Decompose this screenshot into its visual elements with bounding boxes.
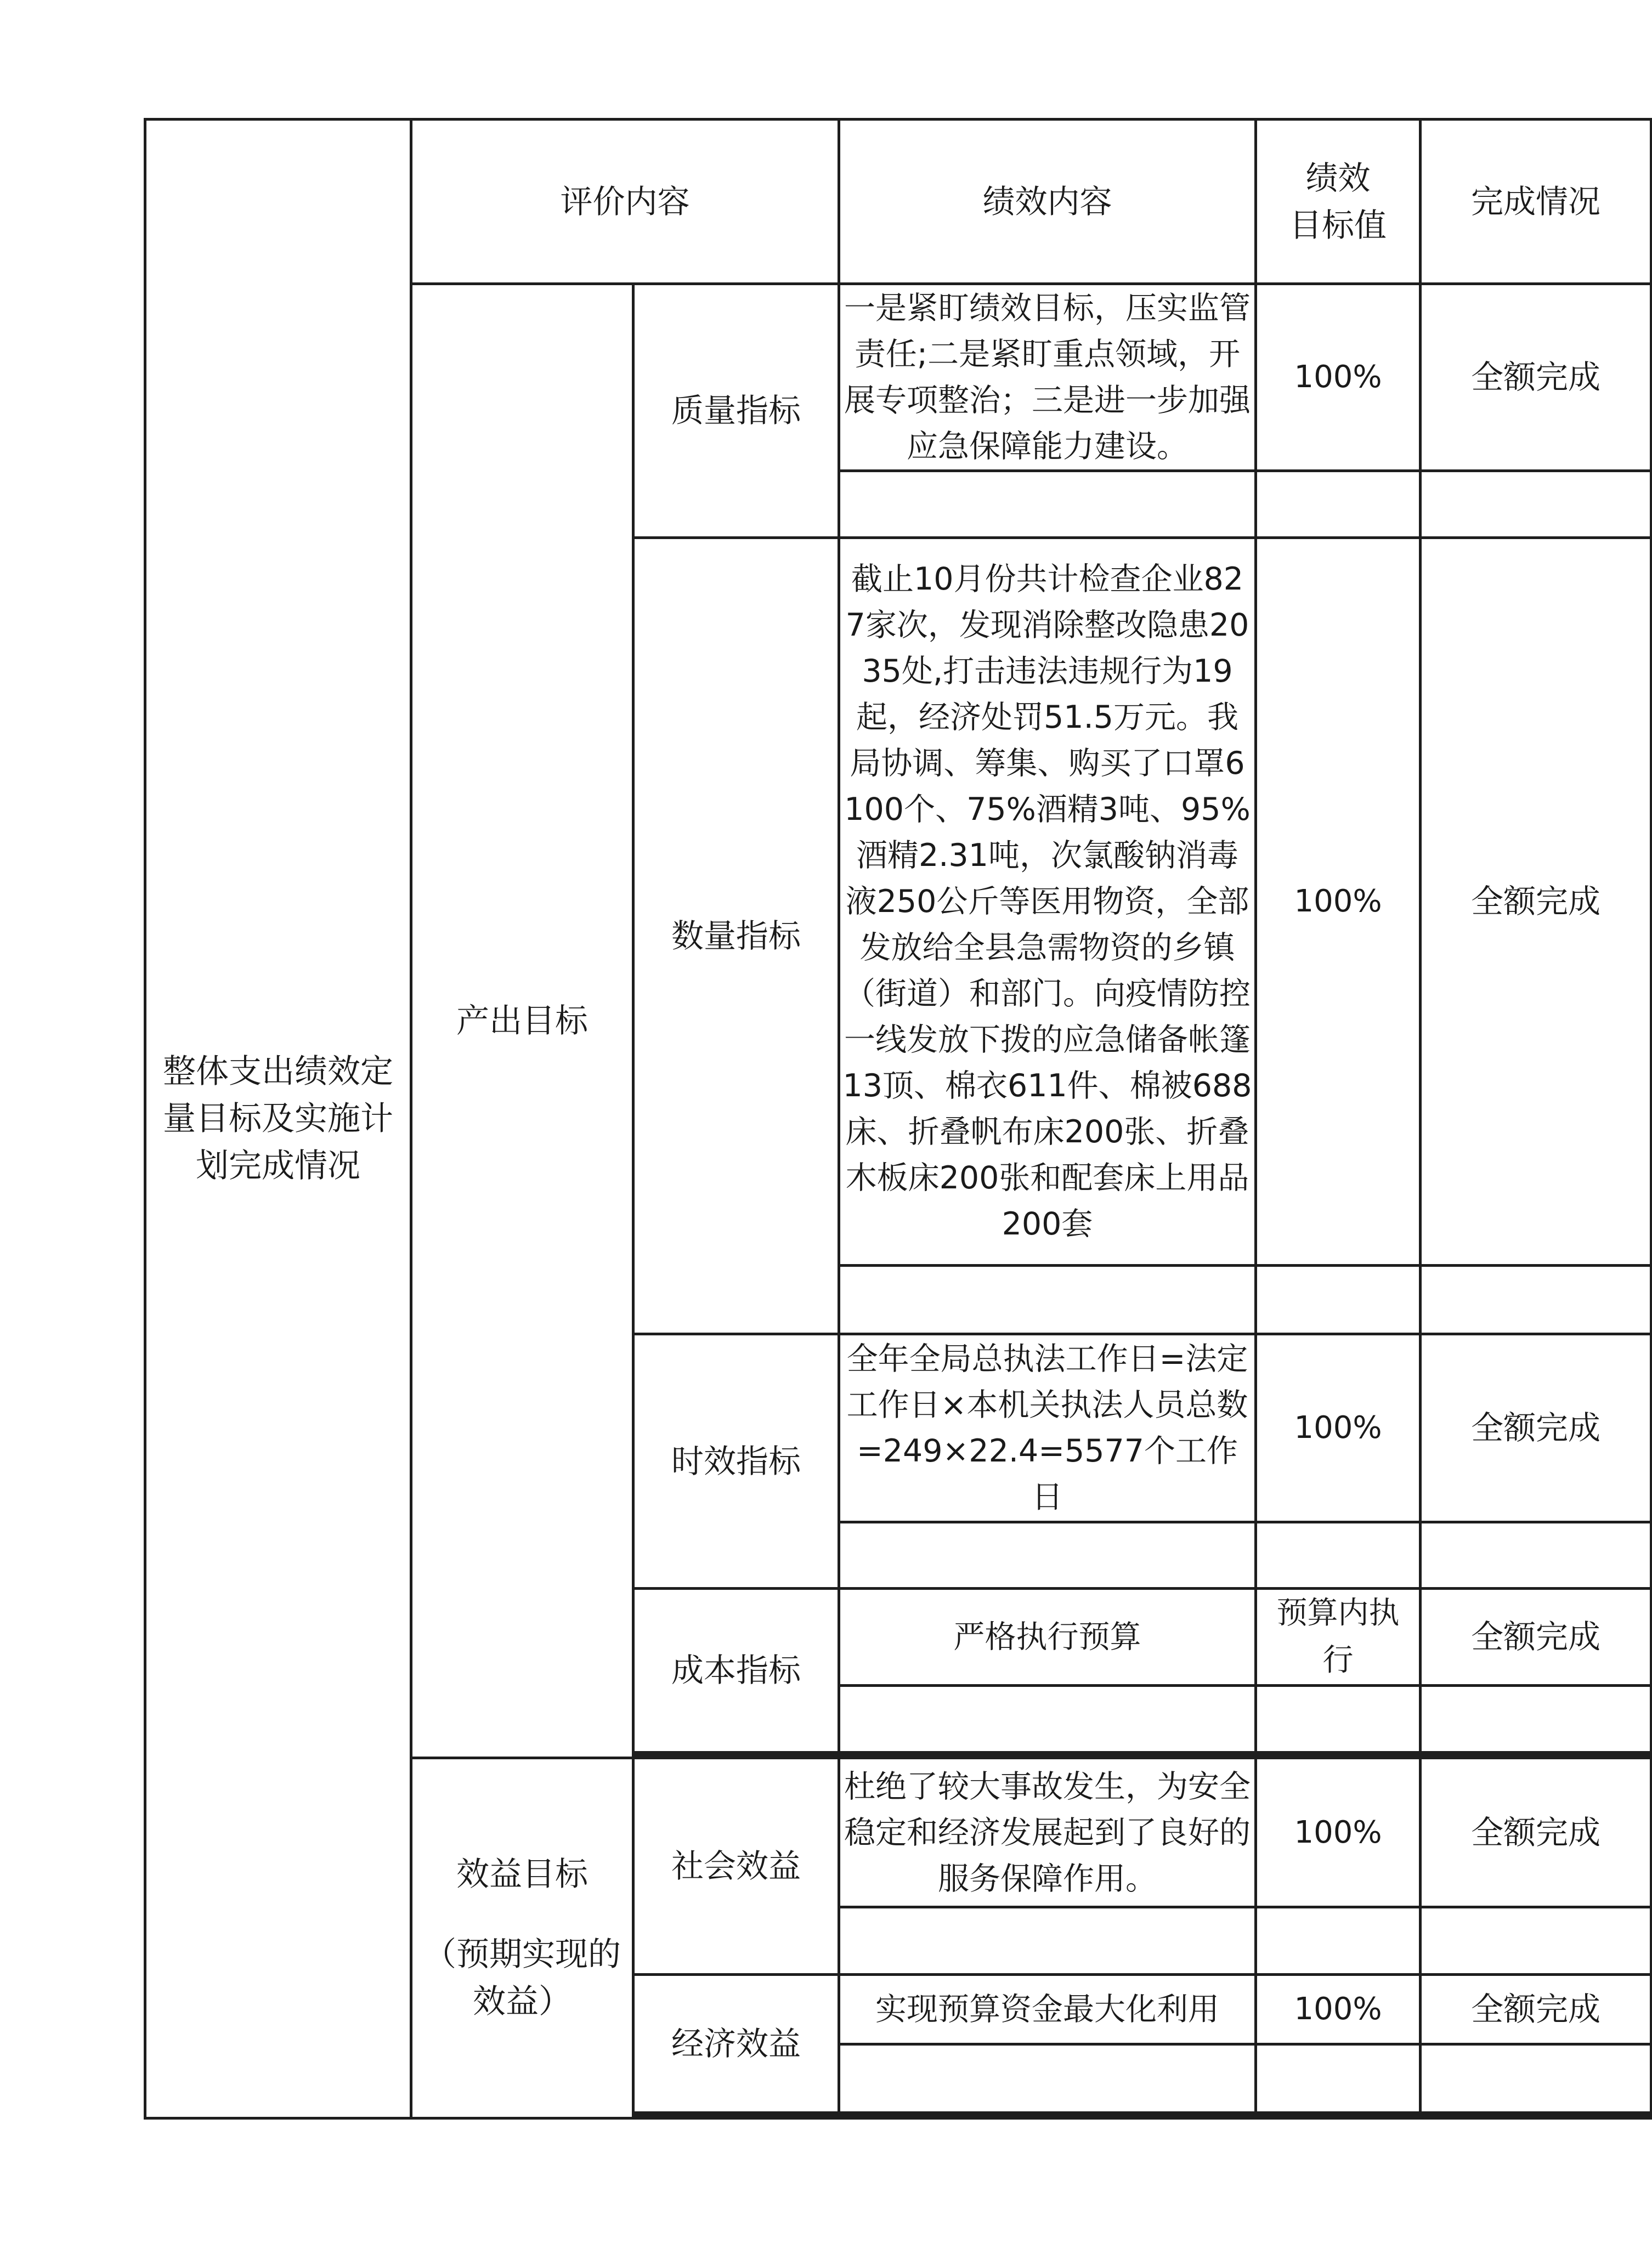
target-quantity: 100% <box>1256 538 1421 1266</box>
content-quantity: 截止10月份共计检查企业827家次，发现消除整改隐患2035处,打击违法违规行为19起，经济处罚51.5万元。我局协调、筹集、购买了口罩6100个、75%酒精3吨、95%酒精2.31吨，次氯酸钠消毒液250公斤等医用物资，全部发放给全县急需物资的乡镇（街道）和部门。向疫情防控一线发放下拨的应急储备帐篷13顶、棉衣611件、棉被688床、折叠帆布床200张、折叠木板床200张和配套床上用品200套 <box>839 538 1256 1266</box>
completion-quality: 全额完成 <box>1421 284 1651 471</box>
target-quality: 100% <box>1256 284 1421 471</box>
indicator-timeliness: 时效指标 <box>633 1334 839 1589</box>
empty-cell <box>1421 1522 1651 1589</box>
target-social: 100% <box>1256 1758 1421 1907</box>
empty-cell <box>839 1907 1256 1975</box>
content-economic: 实现预算资金最大化利用 <box>839 1975 1256 2044</box>
output-goal-label: 产出目标 <box>411 284 633 1758</box>
header-completion: 完成情况 <box>1421 120 1651 284</box>
indicator-quality: 质量指标 <box>633 284 839 538</box>
target-economic: 100% <box>1256 1975 1421 2044</box>
header-target <box>1256 120 1421 284</box>
empty-cell <box>1421 471 1651 538</box>
completion-quantity: 全额完成 <box>1421 538 1651 1266</box>
content-social: 杜绝了较大事故发生，为安全稳定和经济发展起到了良好的服务保障作用。 <box>839 1758 1256 1907</box>
section-label: 整体支出绩效定量目标及实施计划完成情况 <box>145 120 411 2118</box>
empty-cell <box>1421 2116 1651 2118</box>
empty-cell <box>1256 2044 1421 2113</box>
content-timeliness: 全年全局总执法工作日=法定工作日×本机关执法人员总数=249×22.4=5577个工作日 <box>839 1334 1256 1522</box>
completion-social: 全额完成 <box>1421 1758 1651 1907</box>
empty-cell <box>839 1266 1256 1334</box>
benefit-goal-title: 效益目标 <box>456 1855 588 1894</box>
empty-cell <box>1256 2116 1421 2118</box>
target-timeliness: 100% <box>1256 1334 1421 1522</box>
completion-timeliness: 全额完成 <box>1421 1334 1651 1522</box>
empty-cell <box>1421 1686 1651 1753</box>
header-eval-content: 评价内容 <box>411 120 839 284</box>
empty-cell <box>839 2044 1256 2113</box>
empty-cell <box>1421 2044 1651 2113</box>
content-quality: 一是紧盯绩效目标，压实监管责任;二是紧盯重点领域，开展专项整治；三是进一步加强应急保障能力建设。 <box>839 284 1256 471</box>
empty-cell <box>1421 1266 1651 1334</box>
completion-cost: 全额完成 <box>1421 1589 1651 1686</box>
indicator-quantity: 数量指标 <box>633 538 839 1334</box>
performance-table <box>144 118 1652 2120</box>
empty-cell <box>1256 1686 1421 1753</box>
empty-cell <box>1256 1907 1421 1975</box>
content-cost: 严格执行预算 <box>839 1589 1256 1686</box>
empty-cell <box>839 1522 1256 1589</box>
benefit-goal-note: （预期实现的效益） <box>423 1935 621 2021</box>
indicator-economic: 经济效益 <box>633 1975 839 2113</box>
header-perf-content: 绩效内容 <box>839 120 1256 284</box>
indicator-social: 社会效益 <box>633 1758 839 1975</box>
empty-cell <box>1256 1266 1421 1334</box>
benefit-goal-label <box>411 1758 633 2118</box>
header-target-line2: 目标值 <box>1289 206 1387 244</box>
empty-cell <box>1256 471 1421 538</box>
empty-cell <box>1256 1522 1421 1589</box>
completion-economic: 全额完成 <box>1421 1975 1651 2044</box>
target-cost: 预算内执行 <box>1256 1589 1421 1686</box>
empty-cell <box>839 471 1256 538</box>
empty-cell <box>839 2116 1256 2118</box>
empty-cell <box>633 2116 839 2118</box>
header-target-line1: 绩效 <box>1305 158 1371 197</box>
empty-cell <box>1421 1907 1651 1975</box>
empty-cell <box>839 1686 1256 1753</box>
indicator-cost: 成本指标 <box>633 1589 839 1753</box>
